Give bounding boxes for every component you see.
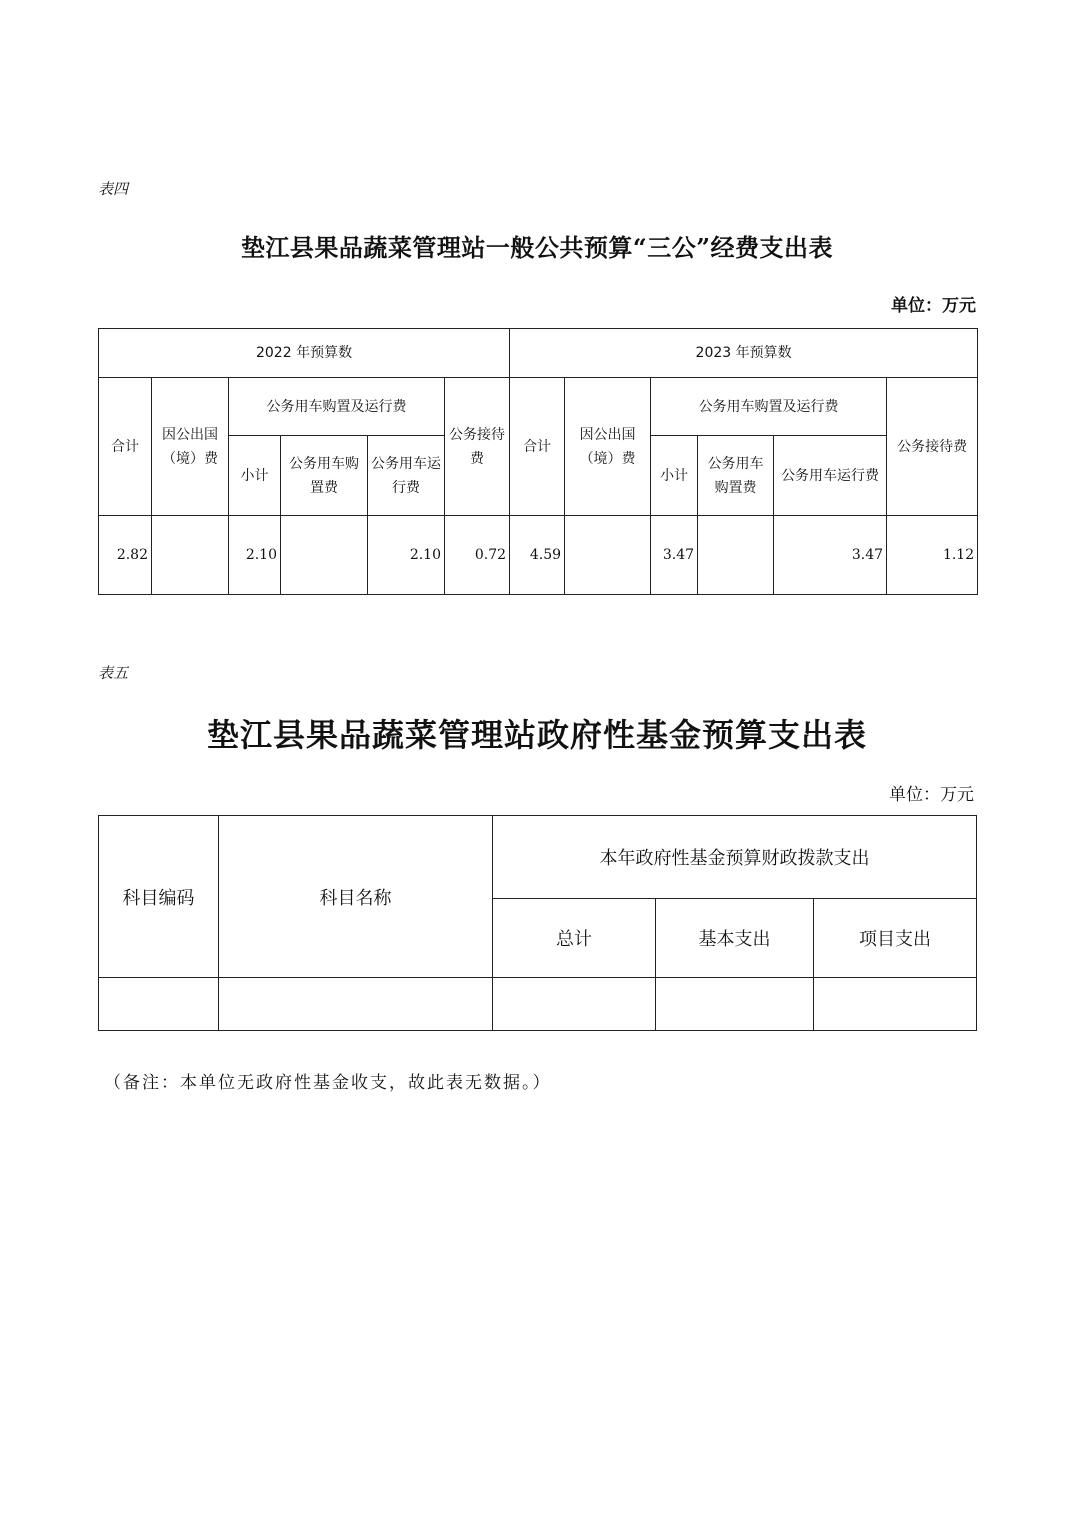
header-2023-vehicle-group: 公务用车购置及运行费 <box>651 378 887 436</box>
header-2022-total: 合计 <box>99 378 152 516</box>
government-fund-table <box>98 815 977 1031</box>
header-basic-expenditure: 基本支出 <box>656 899 814 978</box>
header-2022-subtotal: 小计 <box>229 436 281 516</box>
header-2023-overseas: 因公出国（境）费 <box>565 378 651 516</box>
value-2022-total: 2.82 <box>99 516 152 595</box>
value-2022-overseas <box>152 516 229 595</box>
table5-note: （备注：本单位无政府性基金收支，故此表无数据。） <box>104 1073 552 1093</box>
header-total: 总计 <box>493 899 656 978</box>
header-2022-overseas: 因公出国（境）费 <box>152 378 229 516</box>
header-2023-reception: 公务接待费 <box>887 378 978 516</box>
header-2022-vehicle-group: 公务用车购置及运行费 <box>229 378 445 436</box>
table-row <box>99 978 977 1031</box>
table5-label: 表五 <box>98 664 129 682</box>
header-2022-reception: 公务接待费 <box>445 378 510 516</box>
value-2023-subtotal: 3.47 <box>651 516 698 595</box>
cell-code <box>99 978 219 1031</box>
table4-unit: 单位：万元 <box>891 296 976 316</box>
table5-unit: 单位：万元 <box>889 785 974 805</box>
header-subject-name: 科目名称 <box>219 816 493 978</box>
value-2022-reception: 0.72 <box>445 516 510 595</box>
cell-basic <box>656 978 814 1031</box>
three-public-expense-table <box>98 328 978 595</box>
cell-total <box>493 978 656 1031</box>
header-project-expenditure: 项目支出 <box>814 899 977 978</box>
header-2023-subtotal: 小计 <box>651 436 698 516</box>
header-2023-vehicle-operation: 公务用车运行费 <box>774 436 887 516</box>
value-2022-purchase <box>281 516 368 595</box>
value-2023-purchase <box>698 516 774 595</box>
table5-title: 垫江县果品蔬菜管理站政府性基金预算支出表 <box>206 716 867 754</box>
cell-name <box>219 978 493 1031</box>
value-2023-overseas <box>565 516 651 595</box>
header-subject-code: 科目编码 <box>99 816 219 978</box>
header-fund-expenditure-group: 本年政府性基金预算财政拨款支出 <box>493 816 977 899</box>
value-2022-subtotal: 2.10 <box>229 516 281 595</box>
value-2023-total: 4.59 <box>510 516 565 595</box>
header-2023-budget: 2023 年预算数 <box>510 329 978 378</box>
table4-title: 垫江县果品蔬菜管理站一般公共预算“三公”经费支出表 <box>240 233 834 262</box>
cell-project <box>814 978 977 1031</box>
header-2023-vehicle-purchase: 公务用车购置费 <box>698 436 774 516</box>
header-2022-vehicle-purchase: 公务用车购置费 <box>281 436 368 516</box>
header-2023-total: 合计 <box>510 378 565 516</box>
header-2022-budget: 2022 年预算数 <box>99 329 510 378</box>
table4-label: 表四 <box>98 180 129 198</box>
value-2023-operation: 3.47 <box>774 516 887 595</box>
value-2023-reception: 1.12 <box>887 516 978 595</box>
header-2022-vehicle-operation: 公务用车运行费 <box>368 436 445 516</box>
value-2022-operation: 2.10 <box>368 516 445 595</box>
